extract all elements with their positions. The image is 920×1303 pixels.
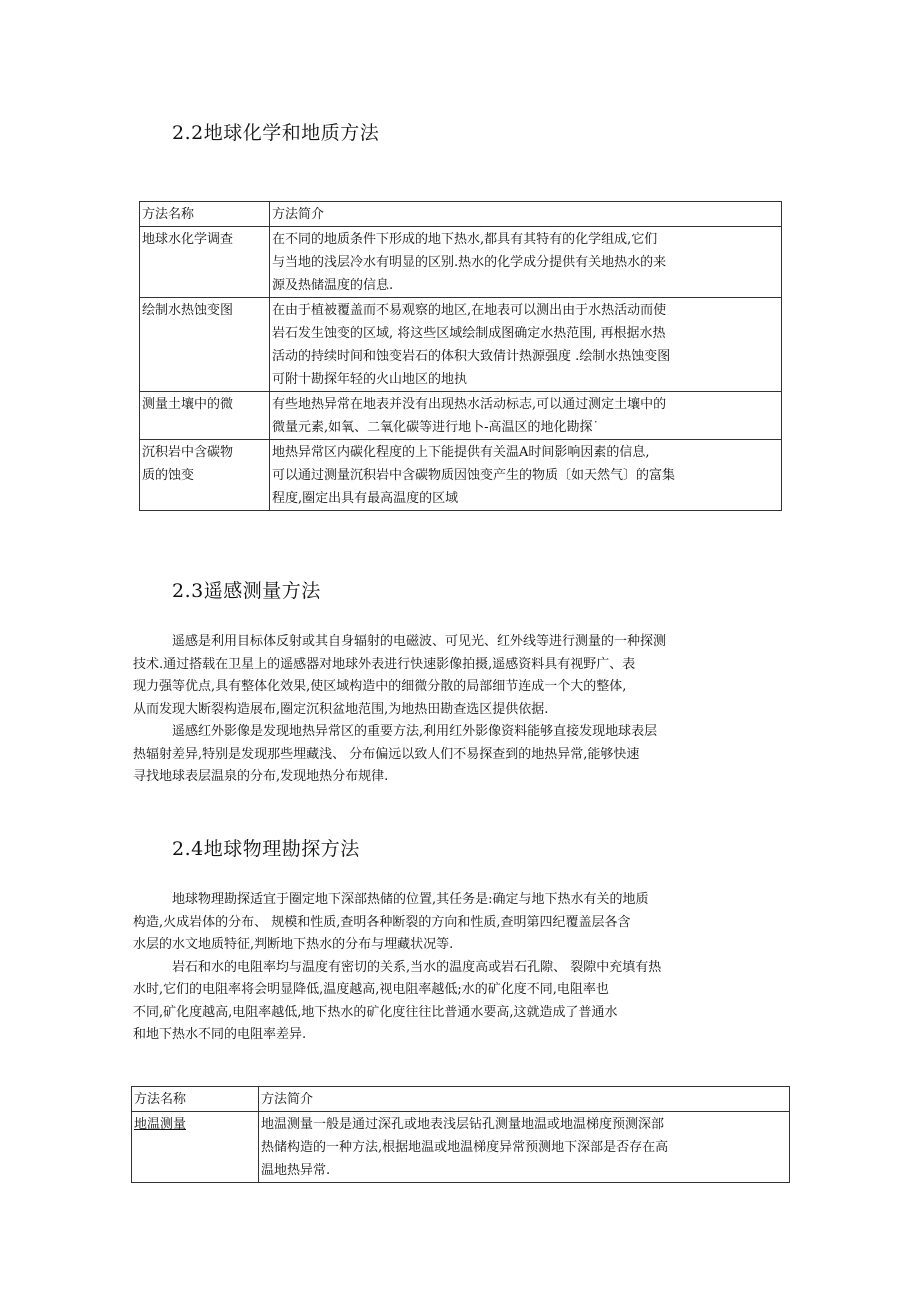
method-desc-line: 岩石发生蚀变的区域, 将这些区域绘制成图确定水热范围, 再根据水热 [272,326,666,341]
paragraph-line: 地球物理勘探适宜于圈定地下深部热储的位置,其任务是:确定与地下热水有关的地质 [172,892,649,907]
paragraph-line: 水层的水文地质特征,判断地下热水的分布与埋藏状况等. [133,937,454,952]
method-name-line: 质的蚀变 [142,468,195,483]
method-desc-line: 源及热储温度的信息. [272,278,394,293]
table-row [140,440,782,511]
table-header-row [140,202,782,227]
method-name-cell [140,227,270,298]
paragraph-line: 遥感红外影像是发现地热异常区的重要方法,利用红外影像资料能够直接发现地球表层 [172,724,658,739]
geophysics-methods-table [131,1086,790,1183]
paragraph-line: 不同,矿化度越高,电阻率越低,地下热水的矿化度往往比普通水要高,这就造成了普通水 [133,1004,618,1020]
paragraph-line: 遥感是利用目标体反射或其自身辐射的电磁波、可见光、红外线等进行测量的一种探测 [172,634,667,649]
method-name-line: 沉积岩中含碳物 [142,445,234,460]
section-heading-2-3: 2.3遥感测量方法 [172,580,321,602]
header-method-intro: 方法简介 [259,1087,790,1112]
section-heading-2-2: 2.2地球化学和地质方法 [172,122,380,144]
paragraph-line: 水时,它们的电阻率将会明显降低,温度越高,视电阻率越低;水的矿化度不同,电阻率也 [133,982,609,997]
table-row [140,392,782,440]
method-desc-line: 微量元素,如氧、二氧化碳等进行地卜-高温区的地化勘探˙ [272,420,600,435]
method-desc-line: 在由于植被覆盖而不易观察的地区,在地表可以测出由于水热活动而使 [272,303,667,318]
method-desc-cell [270,392,782,440]
method-desc-line: 有些地热异常在地表并没有出现热水活动标志,可以通过测定土壤中的 [272,397,667,412]
method-desc-line: 程度,圈定出具有最高温度的区域 [272,491,459,506]
method-desc-cell [259,1112,790,1183]
paragraph [133,889,743,1047]
method-name-link[interactable]: 地温测量 [134,1117,187,1132]
method-name-line: 绘制水热蚀变图 [142,303,234,318]
method-desc-line: 地温测量一般是通过深孔或地表浅层钻孔测量地温或地温梯度预测深部 [261,1117,665,1132]
table-row [140,227,782,298]
paragraph-line: 寻找地球表层温泉的分布,发现地热分布规律. [133,769,389,784]
method-desc-line: 活动的持续时间和蚀变岩石的体积大致倩计热源强度 .绘制水热蚀变图 [272,349,671,364]
header-method-name: 方法名称 [132,1087,259,1112]
method-name-line: 地球水化学调查 [142,232,234,247]
paragraph-line: 技术.通过搭载在卫星上的遥感器对地球外表进行快速影像拍摄,遥感资料具有视野广、表 [133,656,636,672]
method-desc-cell [270,298,782,392]
method-name-cell [132,1112,259,1183]
paragraph-line: 和地下热水不同的电阻率差异. [133,1027,307,1042]
method-desc-cell [270,440,782,511]
paragraph-line: 热辐射差异,特别是发现那些埋藏浅、 分布偏远以致人们不易探查到的地热异常,能够快速 [133,746,640,762]
method-desc-line: 热储构造的一种方法,根据地温或地温梯度异常预测地下深部是否存在高 [261,1140,669,1155]
method-name-cell [140,440,270,511]
method-desc-line: 温地热异常. [261,1163,331,1178]
geochem-methods-table [139,201,782,511]
paragraph [133,631,743,789]
method-name-line: 测量土壤中的微 [142,397,234,412]
paragraph-line: 从而发现大断裂构造展布,圈定沉积盆地范围,为地热田勘查选区提供依据. [133,701,549,717]
method-desc-line: 可以通过测量沉积岩中含碳物质因蚀变产生的物质〔如天然气〕的富集 [272,468,676,483]
header-method-name: 方法名称 [140,202,270,227]
section-heading-2-4: 2.4地球物理勘探方法 [172,838,360,860]
paragraph-line: 构造,火成岩体的分布、 规模和性质,查明各种断裂的方向和性质,查明第四纪覆盖层各含 [133,914,631,930]
method-desc-line: 在不同的地质条件下形成的地下热水,都具有其特有的化学组成,它们 [272,232,658,247]
method-name-cell [140,298,270,392]
table-row [140,298,782,392]
method-desc-line: 与当地的浅层冷水有明显的区别.热水的化学成分提供有关地热水的来 [272,255,667,270]
method-desc-line: 可附十勘探年轻的火山地区的地执 [272,372,468,387]
method-desc-cell [270,227,782,298]
method-desc-line: 地热异常区内碳化程度的上下能提供有关温A时间影响因素的信息, [272,445,650,460]
table-row [132,1112,790,1183]
table-header-row [132,1087,790,1112]
header-method-intro: 方法简介 [270,202,782,227]
method-name-cell [140,392,270,440]
paragraph-line: 现力强等优点,具有整体化效果,使区域构造中的细微分散的局部细节连成一个大的整体, [133,679,627,694]
paragraph-line: 岩石和水的电阻率均与温度有密切的关系,当水的温度高或岩石孔隙、 裂隙中充填有热 [172,959,662,975]
